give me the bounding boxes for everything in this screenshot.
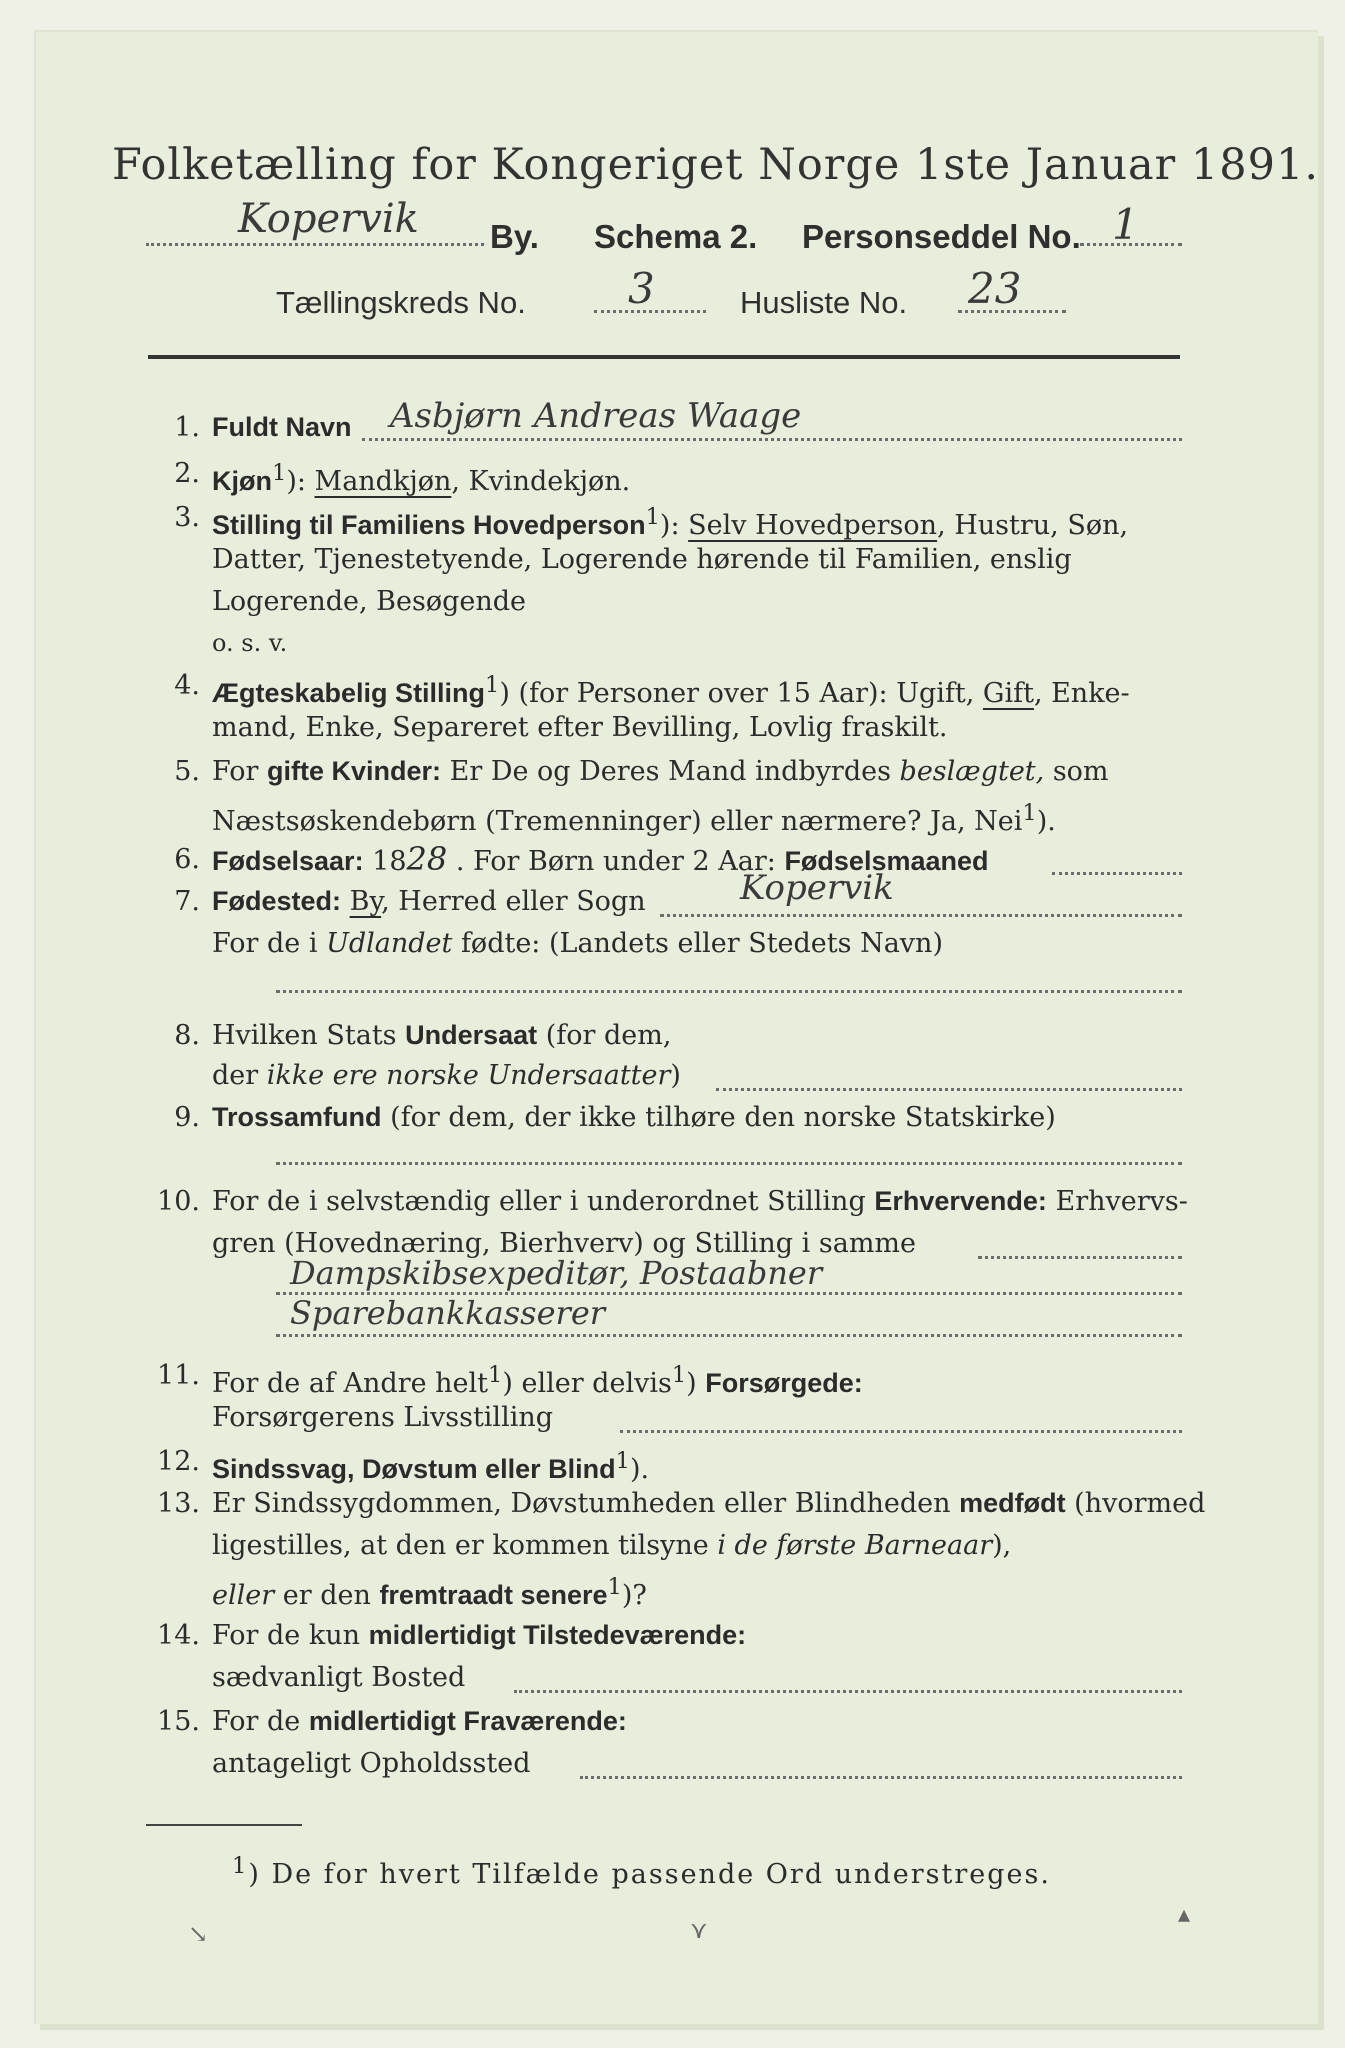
birthplace-selected: By bbox=[349, 886, 382, 917]
whereabouts-dotted-line bbox=[580, 1776, 1182, 1779]
birth-month-dotted-line bbox=[1052, 872, 1182, 875]
husliste-no: 23 bbox=[968, 264, 1022, 313]
corner-mark-center: ⋎ bbox=[690, 1916, 708, 1944]
schema-label: Schema 2. bbox=[594, 218, 758, 255]
footnote-rule bbox=[146, 1824, 302, 1826]
birthplace-answer: Kopervik bbox=[740, 868, 894, 908]
religion-dotted-line bbox=[276, 1162, 1182, 1165]
occupation-dotted-line-1 bbox=[978, 1256, 1182, 1259]
birth-year: 28 bbox=[406, 840, 448, 878]
page-title: Folketælling for Kongeriget Norge 1ste Januar 1891. bbox=[112, 140, 1320, 190]
occupation-answer-2: Sparebankkasserer bbox=[290, 1294, 606, 1332]
husliste-label: Husliste No. bbox=[740, 285, 908, 320]
provider-dotted-line bbox=[620, 1430, 1182, 1433]
personseddel-no: 1 bbox=[1112, 200, 1139, 249]
position-selected: Selv Hovedperson bbox=[688, 510, 938, 541]
city-handwritten: Kopervik bbox=[238, 196, 419, 242]
corner-mark-right: ▴ bbox=[1178, 1900, 1191, 1928]
personseddel-label: Personseddel No. bbox=[802, 218, 1081, 255]
footnote: $^1$) De for hvert Tilfælde passende Ord understreges. bbox=[232, 1853, 1051, 1890]
full-name-dotted-line bbox=[362, 438, 1182, 441]
by-label: By. bbox=[490, 218, 539, 255]
full-name-label: Fuldt Navn bbox=[212, 412, 352, 442]
birthplace-dotted-line bbox=[660, 914, 1182, 917]
kreds-label: Tællingskreds No. bbox=[276, 285, 526, 320]
citizenship-dotted-line bbox=[716, 1088, 1182, 1091]
corner-mark-left: ↘ bbox=[188, 1920, 209, 1948]
full-name-answer: Asbjørn Andreas Waage bbox=[390, 396, 802, 436]
occupation-dotted-line-3 bbox=[276, 1334, 1182, 1337]
sex-selected: Mandkjøn bbox=[314, 466, 452, 497]
kreds-no: 3 bbox=[628, 264, 655, 313]
header-rule bbox=[148, 355, 1180, 359]
foreign-birthplace-dotted-line bbox=[276, 990, 1182, 993]
occupation-answer-1: Dampskibsexpeditør, Postaabner bbox=[290, 1254, 823, 1292]
city-dotted-line bbox=[146, 243, 484, 246]
marital-selected: Gift bbox=[982, 678, 1034, 709]
residence-dotted-line bbox=[514, 1690, 1182, 1693]
